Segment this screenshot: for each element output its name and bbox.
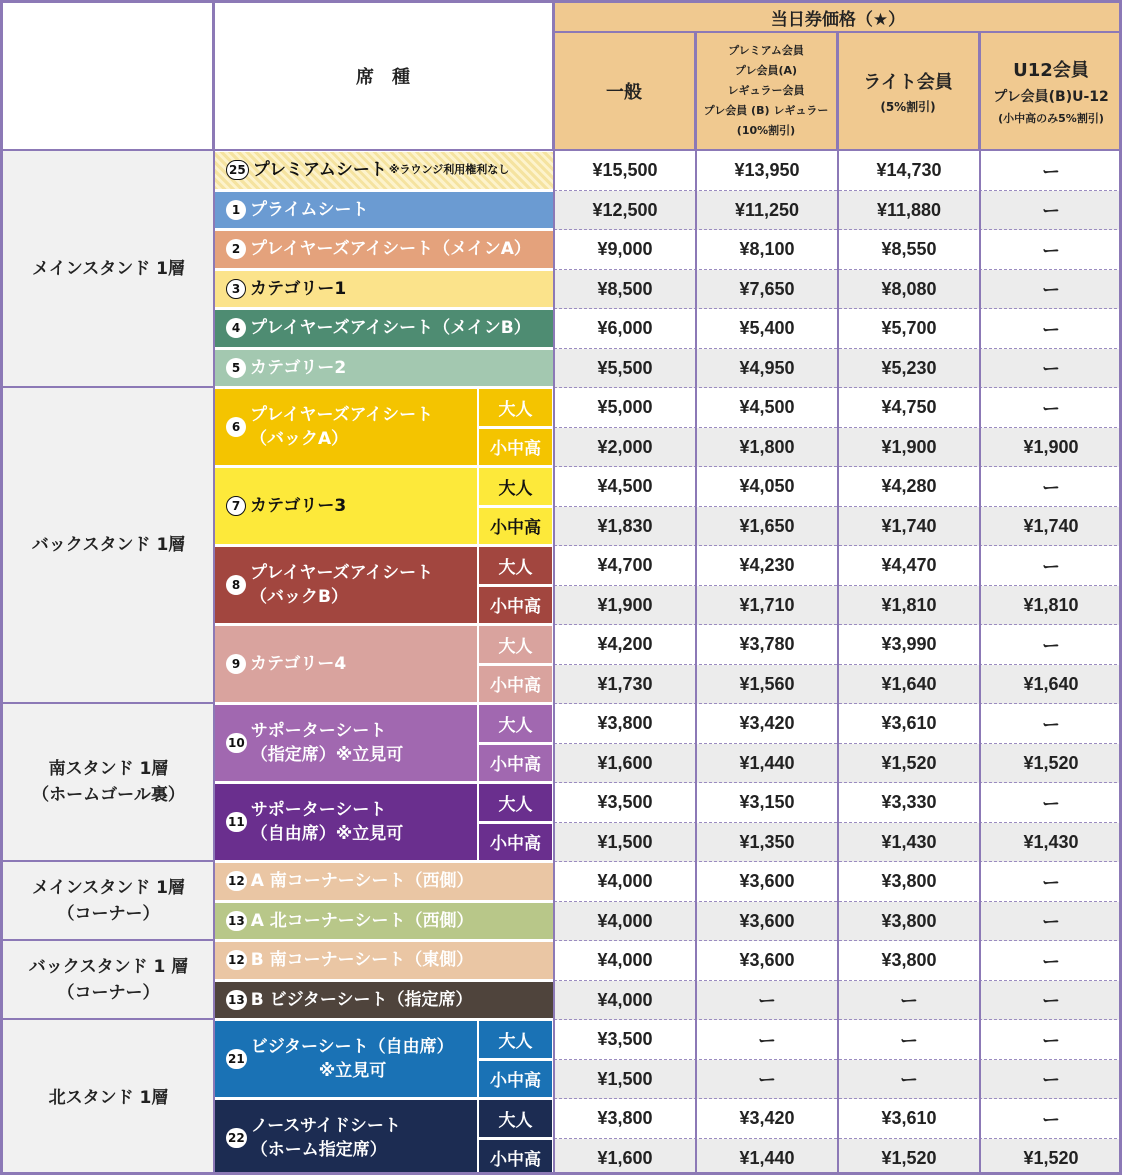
- price-cell: ¥3,800: [597, 1108, 653, 1129]
- seat-type-label: プレミアムシート: [252, 160, 387, 181]
- seat-number-badge: 11: [226, 812, 247, 832]
- adult-sub-label: 大人: [479, 1100, 552, 1137]
- price-cell: ¥1,810: [1023, 594, 1079, 615]
- seat-type-label: プレイヤーズアイシート（メインB）: [250, 318, 531, 339]
- adult-sub-label: 大人: [479, 705, 552, 742]
- seat-number-badge: 13: [226, 911, 247, 931]
- price-cell: ¥3,600: [739, 950, 795, 971]
- seat-type-cell: [214, 231, 554, 268]
- seat-type-cell: [214, 468, 477, 544]
- seat-type-label: カテゴリー3: [250, 496, 347, 516]
- price-cell: ¥11,250: [734, 199, 800, 220]
- seat-number-badge: 7: [226, 496, 246, 516]
- child-sub-label: 小中高: [479, 587, 552, 624]
- price-cell: ¥11,880: [876, 199, 942, 220]
- stand-group-label: バックスタンド 1層: [31, 535, 186, 555]
- price-cell: ー: [1042, 477, 1060, 498]
- seat-type-cell: [214, 705, 477, 781]
- price-cell: ¥4,950: [739, 357, 795, 378]
- seat-type-cell: [214, 1100, 477, 1175]
- col-u12-title: U12会員: [1013, 60, 1089, 81]
- price-cell: ¥3,420: [739, 1108, 795, 1129]
- adult-sub-label: 大人: [479, 468, 552, 505]
- price-cell: ¥5,400: [739, 318, 795, 339]
- price-cell: ー: [1042, 912, 1060, 933]
- price-cell: ¥4,500: [739, 397, 795, 418]
- stand-group-label: メインスタンド 1層 （コーナー）: [32, 877, 185, 924]
- price-cell: ー: [900, 1030, 918, 1051]
- price-cell: ¥1,520: [881, 1147, 937, 1168]
- seat-type-header: [214, 3, 554, 151]
- price-cell: ¥5,000: [597, 397, 653, 418]
- seat-type-cell: [214, 784, 477, 860]
- child-sub-label: 小中高: [479, 508, 552, 545]
- child-sub-label: 小中高: [479, 429, 552, 466]
- price-cell: ¥3,800: [881, 950, 937, 971]
- price-cell: ¥8,080: [881, 278, 937, 299]
- seat-number-badge: 12: [226, 950, 247, 970]
- seat-type-cell: [214, 271, 554, 308]
- price-cell: ¥3,420: [739, 713, 795, 734]
- price-cell: ¥1,350: [739, 831, 795, 852]
- adult-sub-label: 大人: [479, 784, 552, 821]
- price-cell: ー: [1042, 280, 1060, 301]
- price-cell: ¥1,440: [739, 752, 795, 773]
- price-cell: ー: [900, 991, 918, 1012]
- price-cell: ¥3,610: [881, 1108, 937, 1129]
- divider-general: [695, 33, 697, 1175]
- seat-number-badge: 4: [226, 318, 246, 338]
- price-cell: ー: [1042, 714, 1060, 735]
- adult-sub-label: 大人: [479, 547, 552, 584]
- seat-type-label: ノースサイドシート （ホーム指定席）: [250, 1116, 401, 1160]
- price-cell: ¥13,950: [734, 160, 800, 181]
- price-cell: ¥12,500: [592, 199, 658, 220]
- price-cell: ー: [1042, 240, 1060, 261]
- price-cell: ¥3,600: [739, 910, 795, 931]
- seat-number-badge: 22: [226, 1128, 247, 1148]
- stand-group-label: 南スタンド 1層 （ホームゴール裏）: [32, 759, 185, 805]
- price-cell: ー: [1042, 359, 1060, 380]
- seat-type-cell: [214, 310, 554, 347]
- seat-type-note: ※ラウンジ利用権利なし: [388, 163, 510, 177]
- price-cell: ¥3,610: [881, 713, 937, 734]
- price-cell: ¥1,520: [1023, 1147, 1079, 1168]
- price-cell: ¥4,470: [881, 555, 937, 576]
- seat-type-label: B ビジターシート（指定席）: [250, 989, 473, 1010]
- stand-group: [3, 704, 214, 862]
- price-cell: ¥1,740: [881, 515, 937, 536]
- price-cell: ¥4,230: [739, 555, 795, 576]
- seat-number-badge: 1: [226, 200, 246, 220]
- seat-type-label: プレイヤーズアイシート （バックA）: [250, 405, 434, 449]
- child-sub-label: 小中高: [479, 824, 552, 861]
- price-cell: ¥8,100: [739, 239, 795, 260]
- day-of-price-label: 当日券価格（★）: [770, 9, 906, 30]
- child-sub-label: 小中高: [479, 1061, 552, 1098]
- price-cell: ¥8,550: [881, 239, 937, 260]
- seat-type-cell: [214, 942, 554, 979]
- price-cell: ー: [1042, 1070, 1060, 1091]
- price-cell: ¥3,780: [739, 634, 795, 655]
- seat-type-label: B 南コーナーシート（東側）: [250, 950, 474, 971]
- price-cell: ー: [1042, 951, 1060, 972]
- seat-type-label: A 北コーナーシート（西側）: [250, 910, 474, 931]
- price-cell: ¥1,740: [1023, 515, 1079, 536]
- seat-type-label: プレイヤーズアイシート（メインA）: [250, 239, 531, 260]
- price-cell: ¥1,730: [597, 673, 653, 694]
- col-light-header: [838, 33, 980, 151]
- price-cell: ー: [758, 1030, 776, 1051]
- price-cell: ー: [1042, 556, 1060, 577]
- seat-type-label: ビジターシート（自由席） ※立見可: [250, 1037, 454, 1081]
- price-cell: ¥5,700: [881, 318, 937, 339]
- seat-type-cell: [214, 626, 477, 702]
- price-cell: ¥1,520: [1023, 752, 1079, 773]
- price-cell: ¥4,700: [597, 555, 653, 576]
- price-header-band: [554, 3, 1122, 33]
- price-cell: ¥1,650: [739, 515, 795, 536]
- seat-type-cell: [214, 192, 554, 229]
- seat-number-badge: 2: [226, 239, 246, 259]
- price-cell: ー: [1042, 398, 1060, 419]
- price-cell: ¥1,520: [881, 752, 937, 773]
- seat-type-cell: [214, 982, 554, 1019]
- price-cell: ¥1,430: [881, 831, 937, 852]
- seat-type-label: サポーターシート （自由席）※立見可: [250, 800, 404, 844]
- price-cell: ¥3,800: [881, 871, 937, 892]
- adult-sub-label: 大人: [479, 389, 552, 426]
- col-light-sub: (5%割引): [880, 99, 936, 114]
- stand-group: [3, 941, 214, 1020]
- price-cell: ¥1,600: [597, 752, 653, 773]
- stand-group-label: メインスタンド 1層: [32, 258, 185, 279]
- divider-group: [213, 3, 215, 1175]
- price-cell: ー: [758, 1070, 776, 1091]
- seat-type-label: A 南コーナーシート（西側）: [250, 871, 474, 892]
- header-blank-cell: [3, 3, 214, 151]
- seat-number-badge: 10: [226, 733, 247, 753]
- col-general-label: 一般: [606, 82, 642, 103]
- price-cell: ¥1,810: [881, 594, 937, 615]
- col-general-header: [554, 33, 696, 151]
- price-cell: ー: [1042, 201, 1060, 222]
- price-cell: ¥7,650: [739, 278, 795, 299]
- seat-type-label: 席 種: [356, 67, 410, 88]
- price-cell: ¥4,500: [597, 476, 653, 497]
- price-cell: ー: [1042, 1109, 1060, 1130]
- price-cell: ¥1,640: [1023, 673, 1079, 694]
- seat-type-label: サポーターシート （指定席）※立見可: [250, 721, 404, 765]
- price-cell: ¥15,500: [592, 160, 658, 181]
- price-cell: ー: [1042, 319, 1060, 340]
- price-cell: ー: [1042, 793, 1060, 814]
- price-cell: ¥1,500: [597, 1068, 653, 1089]
- seat-number-badge: 6: [226, 417, 246, 437]
- price-cell: ¥4,050: [739, 476, 795, 497]
- price-cell: ¥1,800: [739, 436, 795, 457]
- price-cell: ¥3,600: [739, 871, 795, 892]
- seat-type-cell: [214, 152, 554, 189]
- price-cell: ¥1,560: [739, 673, 795, 694]
- price-cell: ¥4,000: [597, 989, 653, 1010]
- seat-number-badge: 3: [226, 279, 246, 299]
- price-cell: ¥3,330: [881, 792, 937, 813]
- seat-number-badge: 12: [226, 871, 247, 891]
- seat-number-badge: 25: [226, 160, 249, 180]
- price-cell: ¥3,800: [881, 910, 937, 931]
- seat-type-cell: [214, 547, 477, 623]
- col-light-title: ライト会員: [863, 71, 953, 93]
- stand-group-label: バックスタンド 1 層 （コーナー）: [28, 956, 189, 1003]
- price-cell: ¥4,000: [597, 910, 653, 931]
- price-cell: ¥4,200: [597, 634, 653, 655]
- price-cell: ¥6,000: [597, 318, 653, 339]
- price-cell: ¥1,440: [739, 1147, 795, 1168]
- price-cell: ー: [1042, 635, 1060, 656]
- child-sub-label: 小中高: [479, 745, 552, 782]
- seat-type-cell: [214, 350, 554, 387]
- divider-premium: [837, 33, 839, 1175]
- col-u12-header: [980, 33, 1122, 151]
- price-cell: ¥8,500: [597, 278, 653, 299]
- price-cell: ¥3,500: [597, 1029, 653, 1050]
- price-cell: ー: [1042, 1030, 1060, 1051]
- col-premium-header: [696, 33, 838, 151]
- price-cell: ¥1,600: [597, 1147, 653, 1168]
- stand-group: [3, 388, 214, 704]
- price-cell: ¥1,640: [881, 673, 937, 694]
- seat-type-cell: [214, 389, 477, 465]
- seat-type-label: カテゴリー2: [250, 357, 347, 378]
- price-cell: ¥1,900: [597, 594, 653, 615]
- price-cell: ー: [1042, 872, 1060, 893]
- child-sub-label: 小中高: [479, 666, 552, 703]
- seat-number-badge: 5: [226, 358, 246, 378]
- seat-type-label: プレイヤーズアイシート （バックB）: [250, 563, 434, 607]
- price-cell: ¥1,500: [597, 831, 653, 852]
- price-cell: ー: [1042, 991, 1060, 1012]
- price-cell: ¥4,000: [597, 871, 653, 892]
- seat-type-label: プライムシート: [250, 199, 369, 220]
- seat-number-badge: 8: [226, 575, 246, 595]
- child-sub-label: 小中高: [479, 1140, 552, 1175]
- price-cell: ¥14,730: [876, 160, 942, 181]
- stand-group: [3, 151, 214, 388]
- price-cell: ¥1,710: [739, 594, 795, 615]
- price-cell: ¥5,230: [881, 357, 937, 378]
- price-cell: ¥4,000: [597, 950, 653, 971]
- price-cell: ー: [758, 991, 776, 1012]
- seat-number-badge: 21: [226, 1049, 247, 1069]
- divider-seat: [553, 3, 555, 1175]
- price-cell: ¥3,800: [597, 713, 653, 734]
- price-cell: ¥3,150: [739, 792, 795, 813]
- stand-group: [3, 1020, 214, 1175]
- seat-type-cell: [214, 863, 554, 900]
- adult-sub-label: 大人: [479, 1021, 552, 1058]
- price-cell: ¥3,500: [597, 792, 653, 813]
- col-u12-sub2: (小中高のみ5%割引): [998, 112, 1104, 125]
- price-cell: ¥1,900: [1023, 436, 1079, 457]
- price-cell: ¥5,500: [597, 357, 653, 378]
- price-cell: ¥2,000: [597, 436, 653, 457]
- price-cell: ¥3,990: [881, 634, 937, 655]
- price-cell: ¥1,430: [1023, 831, 1079, 852]
- price-cell: ¥9,000: [597, 239, 653, 260]
- price-cell: ー: [900, 1070, 918, 1091]
- divider-light: [979, 33, 981, 1175]
- seat-number-badge: 9: [226, 654, 246, 674]
- adult-sub-label: 大人: [479, 626, 552, 663]
- stand-group: [3, 862, 214, 941]
- col-u12-sub1: プレ会員(B)U-12: [993, 89, 1109, 105]
- seat-type-label: カテゴリー4: [250, 654, 347, 674]
- col-premium-label: プレミアム会員 プレ会員(A) レギュラー会員 プレ会員 (B) レギュラー (10%割引): [703, 44, 829, 137]
- price-cell: ¥4,750: [881, 397, 937, 418]
- price-cell: ¥1,900: [881, 436, 937, 457]
- seat-type-label: カテゴリー1: [250, 278, 347, 299]
- seat-type-cell: [214, 903, 554, 940]
- seat-type-cell: [214, 1021, 477, 1097]
- seat-number-badge: 13: [226, 990, 247, 1010]
- stand-group-label: 北スタンド 1層: [48, 1088, 169, 1108]
- price-cell: ¥4,280: [881, 476, 937, 497]
- price-cell: ¥1,830: [597, 515, 653, 536]
- price-cell: ー: [1042, 161, 1060, 182]
